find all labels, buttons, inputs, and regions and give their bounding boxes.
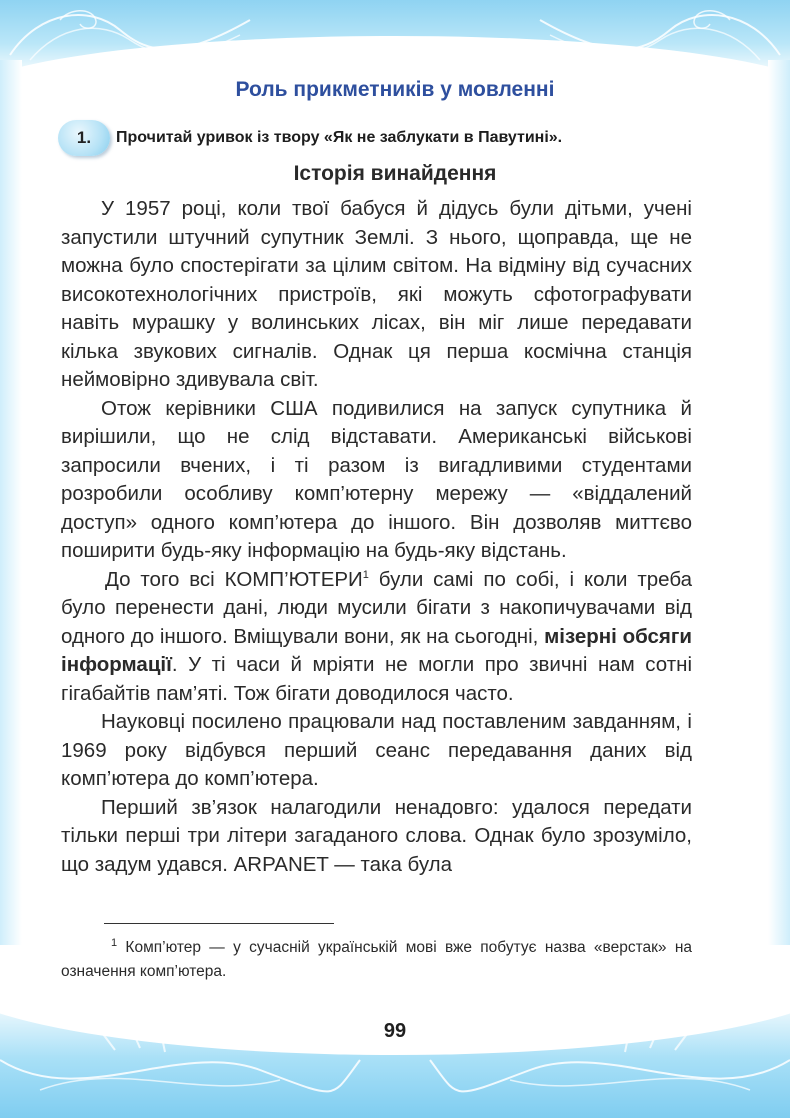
- paragraph-5: Перший зв’язок налагодили ненадовго: удалося передати тільки перші три літери загаданого слова. Однак було зрозуміло, що задум удався. ARPANET — така була: [61, 795, 692, 876]
- paragraph-2: Отож керівники США подивилися на запуск супутника й вирішили, що не слід відставати. Американські військові запросили вчених, і ті разом із вигадливими студентами розробили особливу комп’ютерну мережу — «віддалений доступ» одного комп’ютера до іншого. Він дозволяв миттєво поширити будь-яку інформацію на будь-яку відстань.: [61, 396, 692, 562]
- footnote-marker: 1: [111, 936, 118, 949]
- task-row: [58, 118, 562, 158]
- paragraph-3-middle: були самі по собі, і коли треба було перенести дані, люди мусили бігати з накопичувачами від одного до іншого. Вміщували вони, як на сьогодні,: [61, 567, 692, 648]
- highlighted-phrase: мізерні обсяги інформації: [61, 624, 692, 676]
- left-border-decoration: [0, 60, 22, 990]
- top-left-swirl-ornament: [0, 0, 260, 70]
- top-right-swirl-ornament: [530, 0, 790, 70]
- paragraph-3-start: До того всі КОМП’ЮТЕРИ: [105, 567, 363, 591]
- page-number: 99: [383, 1020, 407, 1042]
- right-border-decoration: [768, 60, 790, 990]
- paragraph-1: У 1957 році, коли твої бабуся й дідусь були дітьми, учені запустили штучний супутник Землі. З нього, щоправда, ще не можна було спостерігати за цілим світом. На відміну від сучасних високотехнологічних пристроїв, які можуть сфотографувати навіть мурашку у волинських лісах, він міг лише передавати кілька звукових сигналів. Однак ця перша космічна станція неймовірно здивувала світ.: [61, 197, 692, 391]
- paragraph-3: [61, 566, 692, 709]
- footnote-reference: 1: [362, 568, 369, 581]
- paragraph-3-end: . У ті часи й мріяти не могли про звичні нам сотні гігабайтів пам’яті. Тож бігати доводилося часто.: [61, 653, 692, 705]
- task-number-badge: 1.: [58, 120, 110, 156]
- text-subtitle: Історія винайдення: [293, 162, 497, 185]
- bottom-swirl-ornament: [0, 1000, 790, 1118]
- footnote-divider: [104, 923, 334, 924]
- footnote: [61, 936, 692, 984]
- paragraph-4: Науковці посилено працювали над поставленим завданням, і 1969 року відбувся перший сеанс передавання даних від комп’ютера до комп’ютера.: [61, 710, 692, 790]
- footnote-text: Комп’ютер — у сучасній українській мові вже побутує назва «верстак» на означення комп’ютера.: [61, 939, 692, 980]
- lesson-title: Роль прикметників у мовленні: [235, 78, 555, 101]
- task-instruction: Прочитай уривок із твору «Як не заблукати в Павутині».: [116, 129, 563, 146]
- excerpt-body: [61, 195, 692, 879]
